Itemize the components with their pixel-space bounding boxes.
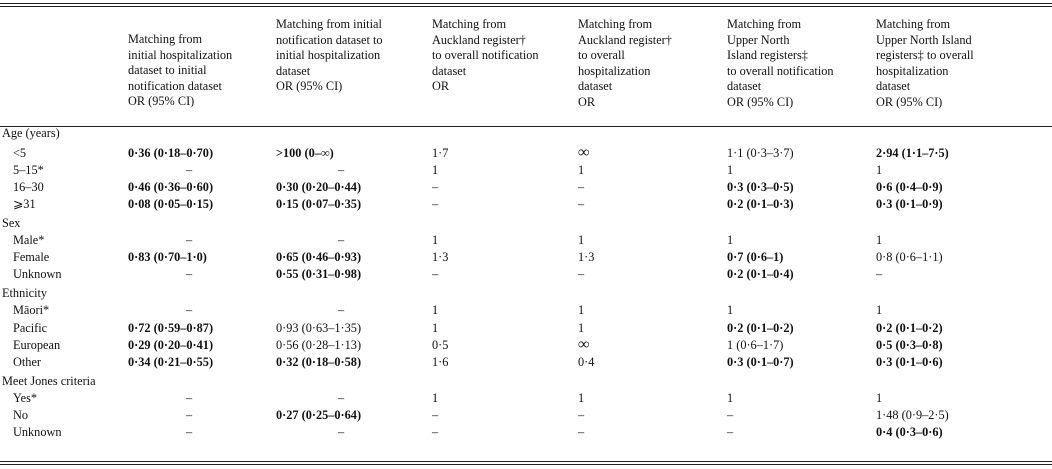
table-cell: 1·7 [432,146,449,160]
table-cell: 0·3 (0·1–0·9) [876,197,943,211]
top-rule-1 [0,3,1052,4]
table-cell: – [338,303,345,317]
row-label: Māori* [13,303,50,317]
column-header-3 [432,17,539,95]
column-header-1 [128,32,232,110]
table-cell: 1 [727,163,734,177]
table-cell: 1 [578,303,585,317]
row-label: 16–30 [13,180,44,194]
table-cell: 0·93 (0·63–1·35) [276,321,362,335]
column-header-title: Matching from Auckland register† to overall hospitalization dataset [578,17,672,94]
column-header-stat: OR (95% CI) [727,94,794,109]
table-cell: 0·3 (0·3–0·5) [727,180,794,194]
section-label: Age (years) [2,126,60,140]
column-header-stat: OR (95% CI) [276,79,343,94]
table-cell: – [186,233,193,247]
section-label: Ethnicity [2,286,48,300]
column-header-2 [276,17,383,95]
table-cell: – [727,408,734,422]
table-cell: – [186,391,193,405]
row-label: Yes* [13,391,38,405]
table-cell: 0·2 (0·1–0·2) [876,321,943,335]
table-cell: 1·3 [432,250,449,264]
row-label: ⩾31 [13,197,36,211]
table-cell: 0·32 (0·18–0·58) [276,355,362,369]
table-cell: 1·1 (0·3–3·7) [727,146,794,160]
table-cell: – [432,197,439,211]
table-cell: – [338,391,345,405]
table-cell: 0·36 (0·18–0·70) [128,146,214,160]
table-cell: 1 [727,233,734,247]
table-cell: 1 [876,163,883,177]
table-cell: 1·6 [432,355,449,369]
bottom-rule-2 [0,464,1052,465]
table-cell: ∞ [578,144,590,161]
table-cell: 0·4 (0·3–0·6) [876,425,943,439]
table-cell: 0·5 [432,338,449,352]
table-cell: 0·08 (0·05–0·15) [128,197,214,211]
table-cell: – [578,408,585,422]
header-rule [0,126,1052,127]
column-header-6 [876,17,974,111]
table-cell: – [578,180,585,194]
row-label: European [13,338,61,352]
table-cell: 1·3 [578,250,595,264]
table-cell: – [186,267,193,281]
table-cell: 1 [876,233,883,247]
table-cell: 0·4 [578,355,595,369]
table-cell: – [578,267,585,281]
table-cell: – [432,425,439,439]
column-header-title: Matching from Auckland register† to overall notification dataset [432,17,539,78]
row-label: Unknown [13,267,62,281]
table-cell: 1 (0·6–1·7) [727,338,784,352]
table-cell: 1 [432,233,439,247]
row-label: Pacific [13,321,48,335]
column-header-4 [578,17,672,111]
column-header-stat: OR (95% CI) [128,94,195,109]
table-cell: 2·94 (1·1–7·5) [876,146,949,160]
table-cell: >100 (0–∞) [276,146,334,160]
bottom-rule-1 [0,461,1052,462]
table-cell: 0·30 (0·20–0·44) [276,180,362,194]
table-cell: – [432,180,439,194]
row-label: Male* [13,233,45,247]
table-cell: 0·2 (0·1–0·2) [727,321,794,335]
table-cell: – [432,267,439,281]
table-cell: – [876,267,883,281]
row-label: Unknown [13,425,62,439]
table-cell: 0·3 (0·1–0·6) [876,355,943,369]
table-cell: – [186,425,193,439]
column-header-title: Matching from Upper North Island registers‡ to overall hospitalization dataset [876,17,974,94]
table-cell: – [338,425,345,439]
row-label: Other [13,355,41,369]
table-cell: – [186,163,193,177]
table-cell: 1 [876,303,883,317]
row-label: 5–15* [13,163,44,177]
table-cell: 0·27 (0·25–0·64) [276,408,362,422]
table-cell: 1 [578,233,585,247]
table-cell: 1 [432,391,439,405]
table-cell: 0·5 (0·3–0·8) [876,338,943,352]
column-header-stat: OR [578,94,596,109]
column-header-stat: OR [432,79,450,94]
table-cell: 1 [578,391,585,405]
table-cell: 1 [432,321,439,335]
table-cell: 0·72 (0·59–0·87) [128,321,214,335]
table-cell: – [186,303,193,317]
table-cell: 0·55 (0·31–0·98) [276,267,362,281]
column-header-title: Matching from Upper North Island registers‡ to overall notification dataset [727,17,834,94]
column-header-stat: OR (95% CI) [876,94,943,109]
section-label: Sex [2,216,21,230]
table-cell: 0·34 (0·21–0·55) [128,355,214,369]
table-cell: 0·3 (0·1–0·7) [727,355,794,369]
table-cell: ∞ [578,336,590,353]
table-cell: 0·65 (0·46–0·93) [276,250,362,264]
table-cell: 0·7 (0·6–1) [727,250,784,264]
table-cell: 0·2 (0·1–0·3) [727,197,794,211]
table-cell: 0·2 (0·1–0·4) [727,267,794,281]
table-cell: 1·48 (0·9–2·5) [876,408,949,422]
row-label: Female [13,250,50,264]
table-cell: 0·15 (0·07–0·35) [276,197,362,211]
table-cell: 1 [727,391,734,405]
column-header-5 [727,17,834,111]
table-cell: – [578,197,585,211]
column-header-title: Matching from initial hospitalization dataset to initial notification dataset [128,32,233,93]
table-cell: 0·56 (0·28–1·13) [276,338,362,352]
table-cell: – [338,163,345,177]
table-cell: 0·6 (0·4–0·9) [876,180,943,194]
row-label: <5 [13,146,27,160]
table-cell: 1 [876,391,883,405]
table-cell: 1 [727,303,734,317]
table-cell: 1 [432,163,439,177]
table-cell: 0·29 (0·20–0·41) [128,338,214,352]
table-cell: 0·46 (0·36–0·60) [128,180,214,194]
table-cell: – [338,233,345,247]
section-label: Meet Jones criteria [2,374,96,388]
table-cell: 0·83 (0·70–1·0) [128,250,207,264]
table-cell: 1 [432,303,439,317]
top-rule-2 [0,6,1052,7]
table-cell: 0·8 (0·6–1·1) [876,250,943,264]
table-cell: – [578,425,585,439]
table-cell: 1 [578,321,585,335]
table-cell: – [727,425,734,439]
row-label: No [13,408,29,422]
table-cell: – [432,408,439,422]
column-header-title: Matching from initial notification dataset to initial hospitalization dataset [276,17,383,78]
table-cell: 1 [578,163,585,177]
table-cell: – [186,408,193,422]
